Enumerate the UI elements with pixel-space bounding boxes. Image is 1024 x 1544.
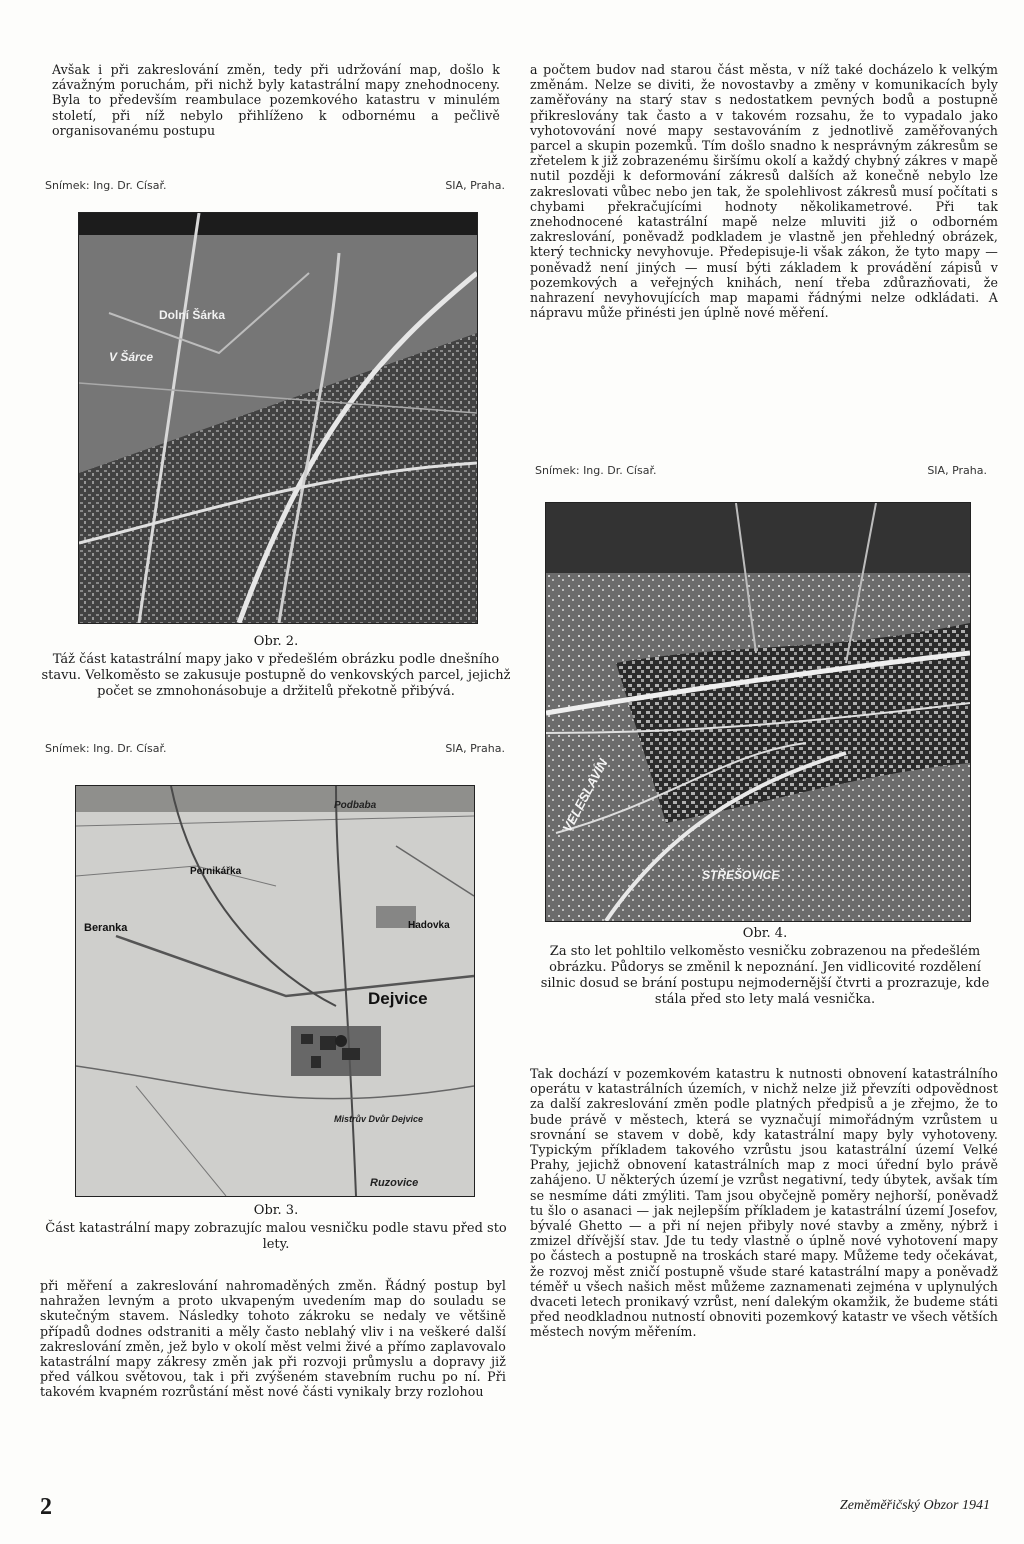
fig3-agency-credit: SIA, Praha.	[445, 742, 505, 755]
figure-3-label-mistruv-dvur: Mistrův Dvůr Dejvice	[334, 1114, 424, 1124]
fig4-photographer-credit: Snímek: Ing. Dr. Císař.	[535, 464, 657, 477]
figure-2-map-photo	[78, 212, 478, 624]
fig4-credit	[535, 464, 987, 478]
figure-3-label-podbaba: Podbaba	[334, 800, 377, 811]
fig4-agency-credit: SIA, Praha.	[927, 464, 987, 477]
figure-3-map-graphic	[76, 786, 474, 1196]
fig2-photographer-credit: Snímek: Ing. Dr. Císař.	[45, 179, 167, 192]
top-right-paragraph: a počtem budov nad starou část města, v níž také docházelo k velkým změnám. Nelze se diviti, že novostavby a změny v komunikacích byly zaměřovány na starý stav s nedostatkem pevných bodů a postupně přikreslovány tak často a v takovém rozsahu, že to vypadalo jako vyhotovování nové mapy sestavováním z jednotlivě zaměřovaných parcel a skupin pozemků. Tím došlo snadno k nesprávným zákresům se zřetelem k již zobrazenému širšímu okolí a každý chybný zákres v mapě nutil později k deformování zákresů dalších až konečně nebylo lze zakreslovati vůbec nebo jen tak, že spolehlivost zákresů musí počítati s chybami překračujícími hodnoty několikametrové. Při tak znehodnocené katastrální mapě nelze mluviti již o odborném zakreslování, poněvadž podkladem je vlastně jen přehledný obrázek, který technicky nevyhovuje. Předepisuje-li však zákon, že tyto mapy — poněvadž není jiných — musí býti základem k provádění zápisů v pozemkových a veřejných knihách, není třeba zdůrazňovati, že nahrazení nevyhovujících map mapami řádnými nelze odkládati. A nápravu může přinésti jen úplně nové měření.	[530, 62, 998, 321]
bottom-right-paragraph: Tak dochází v pozemkovém katastru k nutnosti obnovení katastrálního operátu v katastrálních územích, v nichž nelze již převzíti odpovědnost za další zakreslování změn podle platných předpisů a je zřejmo, že to bude právě v městech, která se vyznačují mimořádným vzrůstem u srovnání se stavem v době, kdy katastrální mapy byly vyhotoveny. Typickým příkladem takového vzrůstu jsou katastrální území Velké Prahy, jejichž obnovení katastrálních map z moci úřední bylo právě zahájeno. U některých území je vzrůst negativní, tedy úbytek, avšak tím se nesmíme dáti zmýliti. Tam jsou obyčejně poměry nejhorší, poněvadž tu šlo o asanaci — jak nejlepším příkladem je katastrální území Josefov, bývalé Ghetto — a při ní nejen přibyly nové stavby a změny, nýbrž i zmizel dřívější stav. Jde tu tedy vlastně o úplně nové vyhotovení mapy po částech a postupně na troskách staré mapy. Můžeme tedy očekávat, že rozvoj měst zničí postupně všude staré katastrální mapy a poněvadž téměř u všech našich měst můžeme zaznamenati zejména v uplynulých dvaceti letech pronikavý vzrůst, není dalekým okamžik, že budeme státi před neodkladnou nutností obnoviti pozemkový katastr ve všech větších městech novým měřením.	[530, 1066, 998, 1340]
figure-3-caption: Část katastrální mapy zobrazujíc malou vesničku podle stavu před sto lety.	[45, 1221, 507, 1252]
figure-4-caption: Za sto let pohltilo velkoměsto vesničku zobrazenou na předešlém obrázku. Půdorys se změnil k nepoznání. Jen vidlicovité rozdělení silnic dosud se brání postupu nejmodernější čtvrti a prozrazuje, kde stála před sto lety malá vesnička.	[540, 944, 990, 1007]
figure-4-map-graphic	[546, 503, 970, 921]
figure-4-map-photo	[545, 502, 971, 922]
figure-3-number: Obr. 3.	[253, 1203, 299, 1218]
fig3-credit	[45, 742, 505, 756]
fig2-agency-credit: SIA, Praha.	[445, 179, 505, 192]
figure-2-label-dolni-sarka: Dolní Šárka	[159, 308, 226, 322]
figure-4-caption-block	[530, 926, 1000, 1008]
journal-title: Zeměměřičský Obzor 1941	[839, 1498, 990, 1513]
fig3-photographer-credit: Snímek: Ing. Dr. Císař.	[45, 742, 167, 755]
figure-3-label-beranka: Beranka	[84, 922, 128, 934]
figure-3-map-photo	[75, 785, 475, 1197]
fig2-credit	[45, 179, 505, 193]
figure-4-label-veleslavin: VELESLAVÍN	[559, 756, 611, 835]
figure-2-map-graphic	[79, 213, 477, 623]
bottom-left-paragraph: při měření a zakreslování nahromaděných změn. Řádný postup byl nahražen levným a proto ukvapeným uvedením map do souladu se skutečným stavem. Následky tohoto zákroku se nedaly ve většině případů dodnes odstraniti a měly často neblahý vliv i na veškeré další zakreslování změn, jež bylo v okolí měst velmi živé a přímo zaplavovalo katastrální mapy zákresy změn jak při rozvoji průmyslu a dopravy již před válkou světovou, tak i při zvýšeném stavebním ruchu po ní. Při takovém kvapném rozrůstání měst nové části vynikaly brzy rozlohou	[40, 1278, 506, 1400]
figure-3-label-pernikarka: Pernikářka	[190, 866, 242, 877]
top-left-paragraph: Avšak i při zakreslování změn, tedy při udržování map, došlo k závažným poruchám, při nichž byly katastrální mapy znehodnoceny. Byla to především reambulace pozemkového katastru v minulém století, při níž nebylo přihlíženo k odbornému a pečlivě organisovanému postupu	[52, 62, 500, 138]
figure-2-caption: Táž část katastrální mapy jako v předešlém obrázku podle dnešního stavu. Velkoměsto se zakusuje postupně do venkovských parcel, jejichž počet se zmnohonásobuje a držitelů překotně přibývá.	[41, 652, 511, 699]
figure-3-caption-block	[40, 1203, 512, 1253]
figure-4-number: Obr. 4.	[742, 926, 788, 941]
page-number: 2	[40, 1494, 52, 1520]
figure-3-label-hadovka: Hadovka	[408, 920, 450, 931]
figure-2-caption-block	[40, 634, 512, 700]
figure-3-label-ruzovice: Ruzovice	[370, 1177, 419, 1189]
figure-3-label-dejvice: Dejvice	[368, 989, 428, 1008]
figure-2-number: Obr. 2.	[253, 634, 299, 649]
figure-4-label-stresovice: STŘEŠOVICE	[702, 868, 780, 882]
figure-2-label-v-sarce: V Šárce	[109, 350, 154, 364]
